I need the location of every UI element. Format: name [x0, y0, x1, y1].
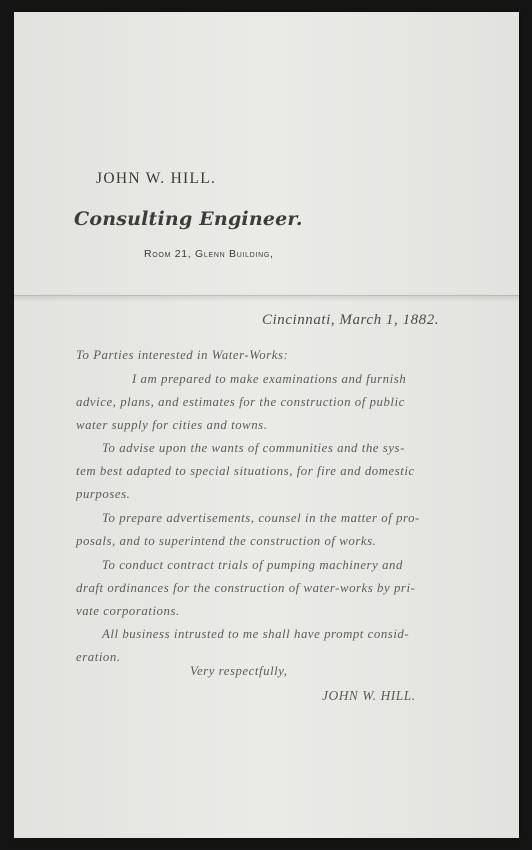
letter-date: Cincinnati, March 1, 1882.: [262, 312, 440, 328]
body-line: To prepare advertisements, counsel in the matter of pro-: [102, 511, 420, 525]
body-line: I am prepared to make examinations and furnish: [132, 372, 407, 386]
closing: Very respectfully,: [190, 664, 288, 678]
signature: JOHN W. HILL.: [322, 688, 416, 703]
letterhead-title: Consulting Engineer.: [74, 208, 303, 230]
body-line: eration.: [76, 650, 121, 664]
body-line: draft ordinances for the construction of water-works by pri-: [76, 581, 416, 595]
letterhead-name: JOHN W. HILL.: [96, 170, 217, 187]
body-line: advice, plans, and estimates for the construction of public: [76, 395, 405, 409]
body-line: posals, and to superintend the construction of works.: [76, 534, 377, 548]
body-line: purposes.: [76, 487, 131, 501]
letter-sheet: [14, 12, 519, 838]
body-line: To conduct contract trials of pumping machinery and: [102, 558, 403, 572]
body-line: tem best adapted to special situations, for fire and domestic: [76, 464, 415, 478]
body-line: All business intrusted to me shall have prompt consid-: [102, 627, 410, 641]
body-line: vate corporations.: [76, 604, 180, 618]
salutation: To Parties interested in Water-Works:: [76, 348, 289, 362]
body-line: water supply for cities and towns.: [76, 418, 268, 432]
body-line: To advise upon the wants of communities and the sys-: [102, 441, 405, 455]
letterhead-address: Room 21, Glenn Building,: [144, 248, 274, 260]
fold-crease: [14, 295, 519, 296]
